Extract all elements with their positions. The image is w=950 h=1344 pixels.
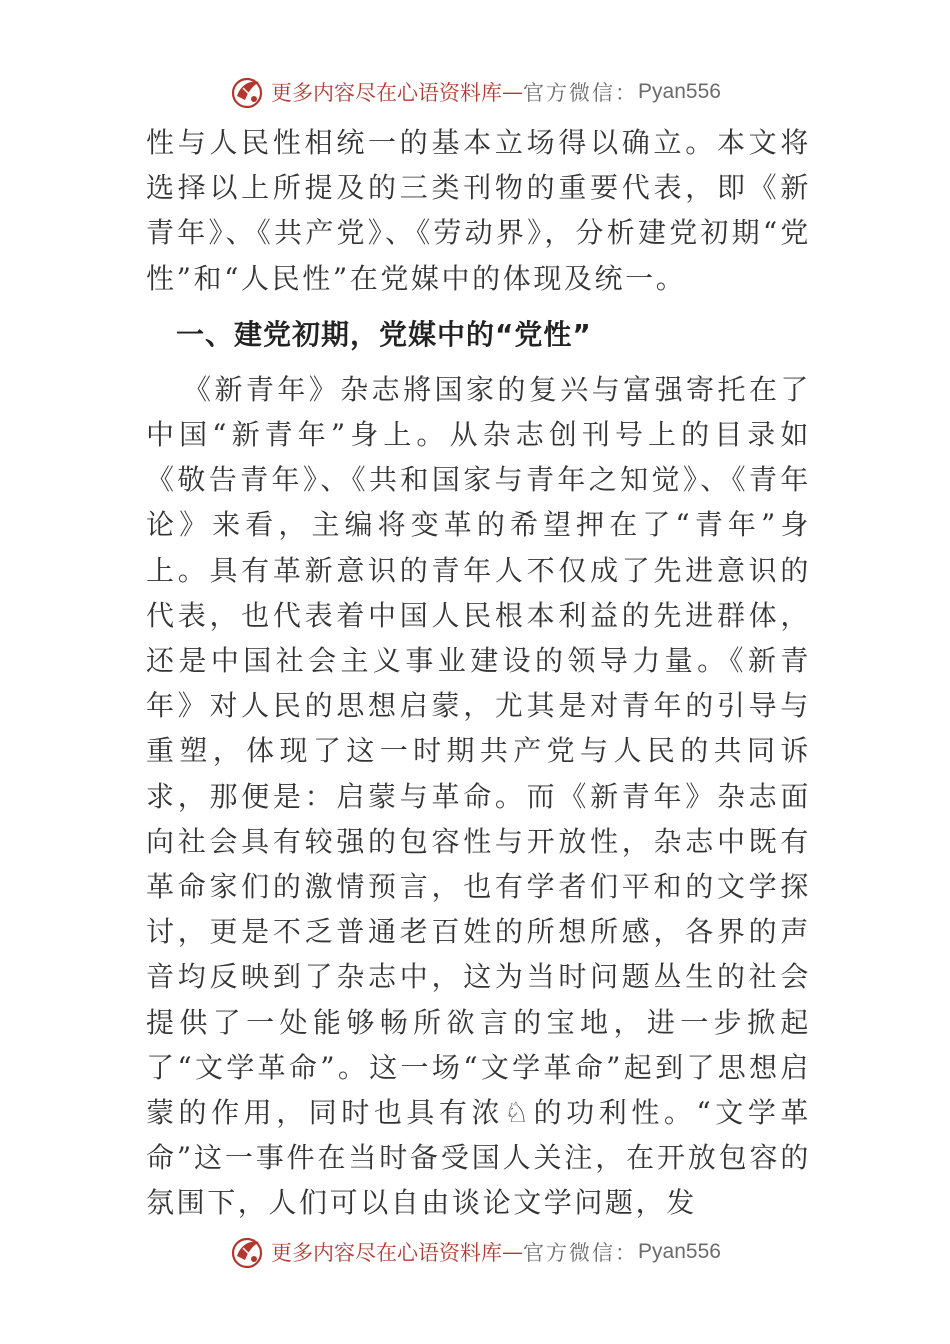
calligraphy-seal-logo-icon	[229, 1234, 265, 1270]
section-paragraph: 《新青年》杂志將国家的复兴与富强寄托在了中国“新青年”身上。从杂志创刊号上的目录如《敬告青年》、《共和国家与青年之知觉》、《青年论》来看，主编将变革的希望押在了“青年”身上。具有革新意识的青年人不仅成了先进意识的代表，也代表着中国人民根本利益的先进群体，还是中国社会主义事业建设的领导力量。《新青年》对人民的思想启蒙，尤其是对青年的引导与重塑，体现了这一时期共产党与人民的共同诉求，那便是：启蒙与革命。而《新青年》杂志面向社会具有较强的包容性与开放性，杂志中既有革命家们的激情预言，也有学者们平和的文学探讨，更是不乏普通老百姓的所想所感，各界的声音均反映到了杂志中，这为当时问题丛生的社会提供了一处能够畅所欲言的宝地，进一步掀起了“文学革命”。这一场“文学革命”起到了思想启蒙的作用，同时也具有浓♘的功利性。“文学革命”这一事件在当时备受国人关注，在开放包容的氛围下，人们可以自由谈论文学问题，发	[146, 372, 811, 1220]
banner-wechat-id: Pyan556	[638, 80, 721, 103]
calligraphy-seal-logo-icon	[229, 74, 265, 110]
banner-dash: —	[502, 80, 524, 104]
banner-wechat-label: 官方微信：	[523, 1241, 639, 1265]
document-body	[146, 120, 811, 1226]
banner-dash: —	[502, 1240, 524, 1264]
header-banner	[0, 72, 950, 112]
banner-slogan: 更多内容尽在心语资料库	[271, 1241, 503, 1265]
banner-wechat-id: Pyan556	[638, 1240, 721, 1263]
banner-slogan: 更多内容尽在心语资料库	[271, 81, 503, 105]
footer-banner	[0, 1232, 950, 1272]
section-heading: 一、建党初期，党媒中的“党性”	[176, 317, 592, 351]
intro-paragraph: 性与人民性相统一的基本立场得以确立。本文将选择以上所提及的三类刊物的重要代表，即《新青年》、《共产党》、《劳动界》，分析建党初期“党性”和“人民性”在党媒中的体现及统一。	[146, 126, 811, 295]
banner-wechat-label: 官方微信：	[523, 81, 639, 105]
